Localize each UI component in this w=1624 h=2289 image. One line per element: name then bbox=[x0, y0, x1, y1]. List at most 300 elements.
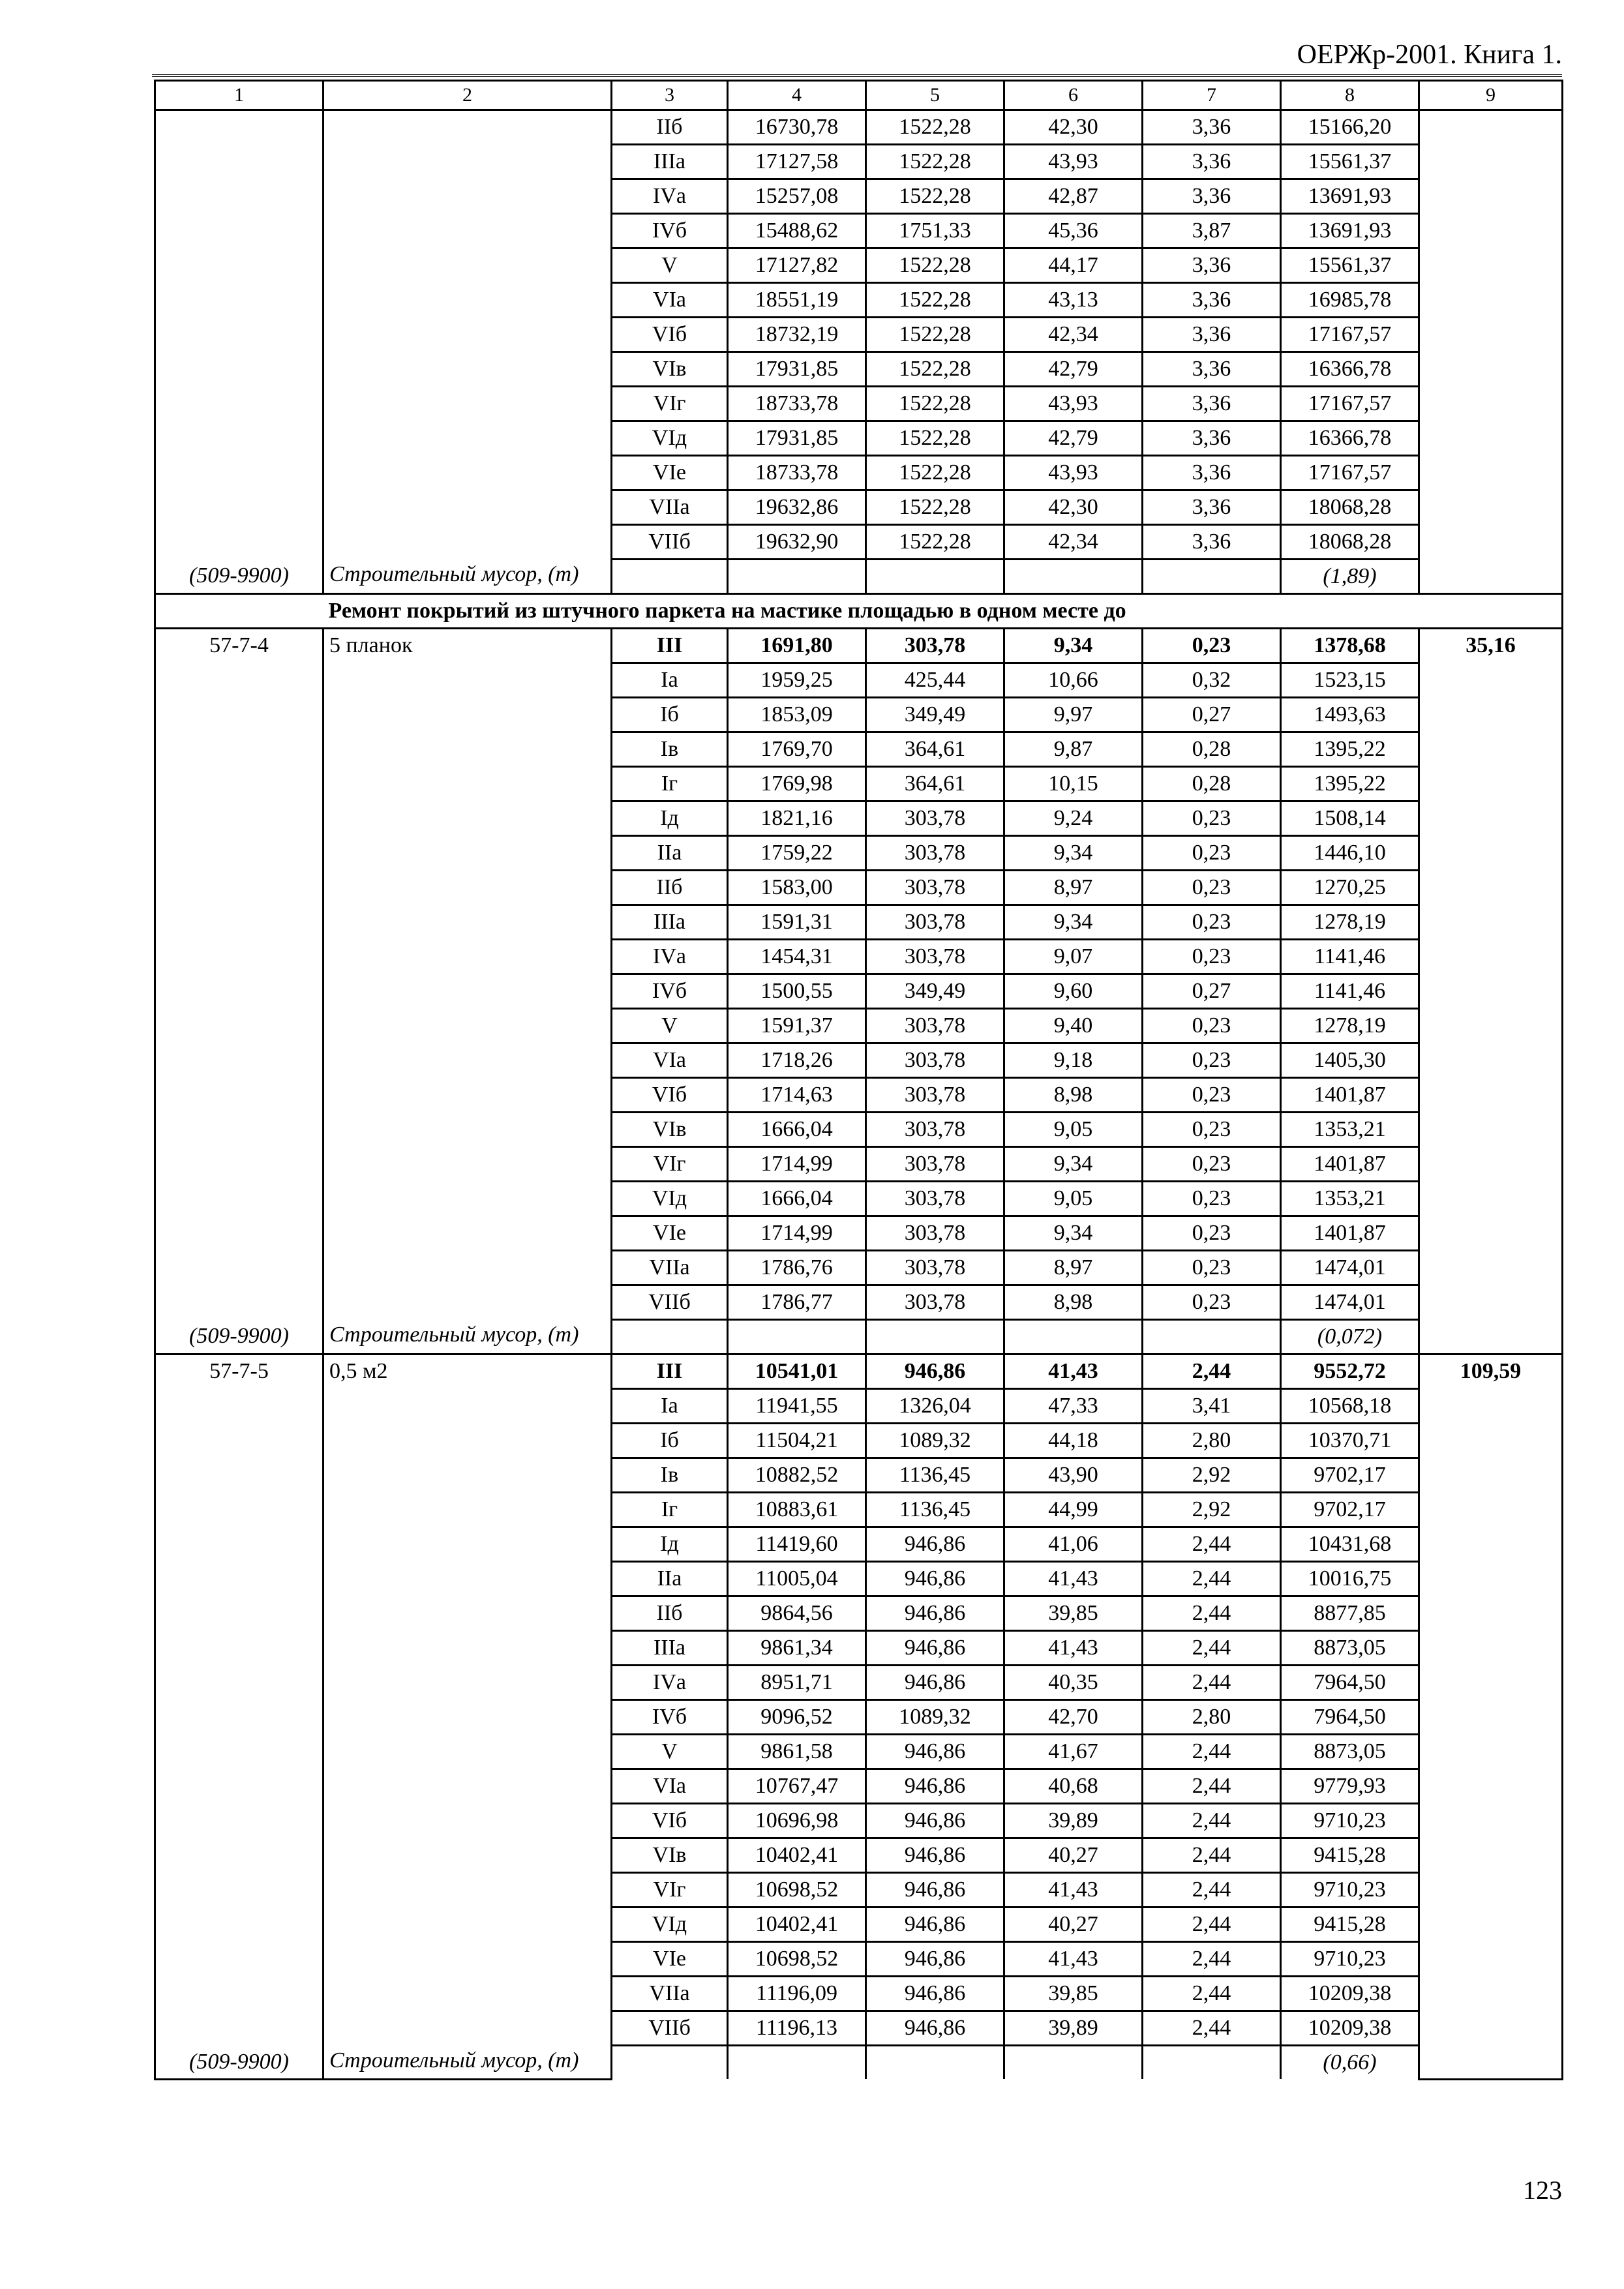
value-cell: 1959,25 bbox=[728, 663, 866, 698]
item-code-cell bbox=[155, 1182, 323, 1216]
item-name-cell bbox=[323, 905, 612, 940]
item-code-cell bbox=[155, 387, 323, 421]
value-cell: 1136,45 bbox=[866, 1493, 1004, 1527]
value-cell: 1278,19 bbox=[1281, 905, 1419, 940]
item-code-cell bbox=[155, 1251, 323, 1285]
value-cell: 3,36 bbox=[1143, 525, 1281, 560]
table-row bbox=[155, 145, 1563, 179]
table-row bbox=[155, 1527, 1563, 1562]
empty-cell bbox=[866, 1320, 1004, 1354]
table-row bbox=[155, 1804, 1563, 1838]
zone-cell: IIIа bbox=[612, 145, 728, 179]
value-cell: 39,89 bbox=[1004, 2011, 1143, 2046]
zone-cell: V bbox=[612, 1009, 728, 1043]
labor-cell bbox=[1419, 1908, 1563, 1942]
item-code-cell bbox=[155, 1631, 323, 1666]
waste-code: (509-9900) bbox=[155, 560, 323, 594]
value-cell: 1583,00 bbox=[728, 871, 866, 905]
zone-cell: III bbox=[612, 1354, 728, 1389]
item-code-cell bbox=[155, 456, 323, 490]
value-cell: 1522,28 bbox=[866, 283, 1004, 318]
value-cell: 3,36 bbox=[1143, 110, 1281, 145]
labor-cell bbox=[1419, 1666, 1563, 1700]
value-cell: 1714,99 bbox=[728, 1147, 866, 1182]
value-cell: 18068,28 bbox=[1281, 525, 1419, 560]
value-cell: 9702,17 bbox=[1281, 1458, 1419, 1493]
item-name-cell bbox=[323, 214, 612, 248]
item-code-cell bbox=[155, 110, 323, 145]
item-code-cell bbox=[155, 490, 323, 525]
value-cell: 8873,05 bbox=[1281, 1631, 1419, 1666]
labor-cell bbox=[1419, 283, 1563, 318]
item-code-cell bbox=[155, 145, 323, 179]
value-cell: 10370,71 bbox=[1281, 1424, 1419, 1458]
labor-cell bbox=[1419, 767, 1563, 801]
value-cell: 2,80 bbox=[1143, 1424, 1281, 1458]
value-cell: 1378,68 bbox=[1281, 629, 1419, 663]
zone-cell: IVб bbox=[612, 1700, 728, 1735]
labor-cell: 109,59 bbox=[1419, 1354, 1563, 1389]
value-cell: 19632,90 bbox=[728, 525, 866, 560]
value-cell: 8,98 bbox=[1004, 1285, 1143, 1320]
zone-cell: VIIа bbox=[612, 1251, 728, 1285]
value-cell: 1500,55 bbox=[728, 974, 866, 1009]
item-name-cell bbox=[323, 1873, 612, 1908]
value-cell: 10402,41 bbox=[728, 1908, 866, 1942]
value-cell: 1759,22 bbox=[728, 836, 866, 871]
value-cell: 43,13 bbox=[1004, 283, 1143, 318]
zone-cell: IIа bbox=[612, 1562, 728, 1596]
value-cell: 9,97 bbox=[1004, 698, 1143, 732]
table-row bbox=[155, 214, 1563, 248]
value-cell: 15561,37 bbox=[1281, 145, 1419, 179]
value-cell: 11504,21 bbox=[728, 1424, 866, 1458]
labor-cell bbox=[1419, 1147, 1563, 1182]
table-row bbox=[155, 871, 1563, 905]
item-name-cell bbox=[323, 248, 612, 283]
zone-cell: VIIа bbox=[612, 490, 728, 525]
zone-cell: IIа bbox=[612, 836, 728, 871]
section-title: Ремонт покрытий из штучного паркета на мастике площадью в одном месте до bbox=[323, 594, 1563, 629]
item-code-cell bbox=[155, 283, 323, 318]
value-cell: 9415,28 bbox=[1281, 1838, 1419, 1873]
table-row bbox=[155, 1043, 1563, 1078]
value-cell: 1278,19 bbox=[1281, 1009, 1419, 1043]
value-cell: 3,36 bbox=[1143, 456, 1281, 490]
value-cell: 1493,63 bbox=[1281, 698, 1419, 732]
value-cell: 303,78 bbox=[866, 1009, 1004, 1043]
value-cell: 425,44 bbox=[866, 663, 1004, 698]
value-cell: 16366,78 bbox=[1281, 421, 1419, 456]
value-cell: 9,60 bbox=[1004, 974, 1143, 1009]
labor-cell bbox=[1419, 1942, 1563, 1977]
value-cell: 2,80 bbox=[1143, 1700, 1281, 1735]
item-name-cell bbox=[323, 1251, 612, 1285]
value-cell: 303,78 bbox=[866, 905, 1004, 940]
value-cell: 946,86 bbox=[866, 1769, 1004, 1804]
waste-value: (1,89) bbox=[1281, 560, 1419, 594]
table-row bbox=[155, 1389, 1563, 1424]
item-code-cell bbox=[155, 2011, 323, 2046]
labor-cell bbox=[1419, 940, 1563, 974]
table-row bbox=[155, 421, 1563, 456]
value-cell: 1353,21 bbox=[1281, 1182, 1419, 1216]
value-cell: 0,23 bbox=[1143, 629, 1281, 663]
labor-cell bbox=[1419, 905, 1563, 940]
labor-cell bbox=[1419, 1182, 1563, 1216]
value-cell: 0,23 bbox=[1143, 1113, 1281, 1147]
value-cell: 7964,50 bbox=[1281, 1700, 1419, 1735]
column-number: 3 bbox=[612, 81, 728, 110]
item-code-cell bbox=[155, 974, 323, 1009]
item-code-cell bbox=[155, 1216, 323, 1251]
value-cell: 10016,75 bbox=[1281, 1562, 1419, 1596]
value-cell: 303,78 bbox=[866, 1078, 1004, 1113]
zone-cell: VIе bbox=[612, 1942, 728, 1977]
item-code-cell bbox=[155, 1769, 323, 1804]
table-row bbox=[155, 1182, 1563, 1216]
column-number: 5 bbox=[866, 81, 1004, 110]
value-cell: 1853,09 bbox=[728, 698, 866, 732]
item-name-cell bbox=[323, 1527, 612, 1562]
value-cell: 10568,18 bbox=[1281, 1389, 1419, 1424]
value-cell: 9,34 bbox=[1004, 1216, 1143, 1251]
zone-cell: VIIб bbox=[612, 2011, 728, 2046]
value-cell: 2,44 bbox=[1143, 1942, 1281, 1977]
item-name-cell bbox=[323, 801, 612, 836]
empty-cell bbox=[612, 560, 728, 594]
value-cell: 3,41 bbox=[1143, 1389, 1281, 1424]
value-cell: 11005,04 bbox=[728, 1562, 866, 1596]
value-cell: 42,87 bbox=[1004, 179, 1143, 214]
value-cell: 44,18 bbox=[1004, 1424, 1143, 1458]
value-cell: 1474,01 bbox=[1281, 1285, 1419, 1320]
labor-cell bbox=[1419, 1838, 1563, 1873]
item-name-cell bbox=[323, 974, 612, 1009]
value-cell: 1786,77 bbox=[728, 1285, 866, 1320]
zone-cell: Iб bbox=[612, 698, 728, 732]
item-name-cell bbox=[323, 871, 612, 905]
value-cell: 9779,93 bbox=[1281, 1769, 1419, 1804]
item-code-cell bbox=[155, 525, 323, 560]
labor-cell bbox=[1419, 801, 1563, 836]
zone-cell: Iв bbox=[612, 732, 728, 767]
value-cell: 946,86 bbox=[866, 1908, 1004, 1942]
item-code-cell bbox=[155, 698, 323, 732]
value-cell: 0,27 bbox=[1143, 698, 1281, 732]
value-cell: 8873,05 bbox=[1281, 1735, 1419, 1769]
value-cell: 2,44 bbox=[1143, 1666, 1281, 1700]
table-row bbox=[155, 1147, 1563, 1182]
zone-cell: VIа bbox=[612, 1043, 728, 1078]
value-cell: 2,92 bbox=[1143, 1493, 1281, 1527]
value-cell: 1522,28 bbox=[866, 318, 1004, 352]
zone-cell: IIIа bbox=[612, 905, 728, 940]
waste-label: Строительный мусор, (т) bbox=[323, 1320, 612, 1354]
item-name-cell bbox=[323, 1389, 612, 1424]
item-code-cell bbox=[155, 214, 323, 248]
value-cell: 303,78 bbox=[866, 1113, 1004, 1147]
column-number: 7 bbox=[1143, 81, 1281, 110]
value-cell: 1718,26 bbox=[728, 1043, 866, 1078]
item-code-cell: 57-7-4 bbox=[155, 629, 323, 663]
value-cell: 1326,04 bbox=[866, 1389, 1004, 1424]
item-name-cell bbox=[323, 1804, 612, 1838]
value-cell: 43,90 bbox=[1004, 1458, 1143, 1493]
value-cell: 9710,23 bbox=[1281, 1942, 1419, 1977]
labor-cell bbox=[1419, 698, 1563, 732]
value-cell: 1769,70 bbox=[728, 732, 866, 767]
value-cell: 40,35 bbox=[1004, 1666, 1143, 1700]
value-cell: 42,79 bbox=[1004, 421, 1143, 456]
item-name-cell bbox=[323, 1493, 612, 1527]
table-row bbox=[155, 318, 1563, 352]
value-cell: 1508,14 bbox=[1281, 801, 1419, 836]
item-name-cell bbox=[323, 421, 612, 456]
table-row bbox=[155, 698, 1563, 732]
labor-cell bbox=[1419, 2011, 1563, 2046]
zone-cell: Iа bbox=[612, 663, 728, 698]
item-code-cell bbox=[155, 801, 323, 836]
item-code-cell bbox=[155, 1043, 323, 1078]
zone-cell: III bbox=[612, 629, 728, 663]
value-cell: 1401,87 bbox=[1281, 1216, 1419, 1251]
value-cell: 1395,22 bbox=[1281, 767, 1419, 801]
value-cell: 1714,99 bbox=[728, 1216, 866, 1251]
waste-value: (0,66) bbox=[1281, 2046, 1419, 2080]
value-cell: 1522,28 bbox=[866, 490, 1004, 525]
value-cell: 17167,57 bbox=[1281, 387, 1419, 421]
table-row bbox=[155, 905, 1563, 940]
item-code-cell bbox=[155, 1977, 323, 2011]
item-name-cell bbox=[323, 663, 612, 698]
value-cell: 39,89 bbox=[1004, 1804, 1143, 1838]
zone-cell: IIб bbox=[612, 110, 728, 145]
value-cell: 2,44 bbox=[1143, 1838, 1281, 1873]
value-cell: 10698,52 bbox=[728, 1942, 866, 1977]
table-row bbox=[155, 974, 1563, 1009]
item-code-cell bbox=[155, 1113, 323, 1147]
value-cell: 0,23 bbox=[1143, 1078, 1281, 1113]
value-cell: 40,68 bbox=[1004, 1769, 1143, 1804]
value-cell: 1089,32 bbox=[866, 1424, 1004, 1458]
labor-cell bbox=[1419, 145, 1563, 179]
item-name-cell bbox=[323, 1147, 612, 1182]
value-cell: 42,70 bbox=[1004, 1700, 1143, 1735]
value-cell: 0,23 bbox=[1143, 1285, 1281, 1320]
labor-cell bbox=[1419, 1078, 1563, 1113]
item-code-cell bbox=[155, 1735, 323, 1769]
value-cell: 1666,04 bbox=[728, 1113, 866, 1147]
value-cell: 2,92 bbox=[1143, 1458, 1281, 1493]
empty-cell bbox=[612, 1320, 728, 1354]
value-cell: 9,34 bbox=[1004, 629, 1143, 663]
empty-cell bbox=[728, 560, 866, 594]
value-cell: 9,40 bbox=[1004, 1009, 1143, 1043]
value-cell: 303,78 bbox=[866, 1216, 1004, 1251]
value-cell: 2,44 bbox=[1143, 1977, 1281, 2011]
value-cell: 1821,16 bbox=[728, 801, 866, 836]
zone-cell: VIг bbox=[612, 1147, 728, 1182]
value-cell: 0,23 bbox=[1143, 1216, 1281, 1251]
table-row bbox=[155, 1562, 1563, 1596]
item-name-cell bbox=[323, 525, 612, 560]
value-cell: 15561,37 bbox=[1281, 248, 1419, 283]
column-number: 2 bbox=[323, 81, 612, 110]
value-cell: 303,78 bbox=[866, 871, 1004, 905]
zone-cell: VIг bbox=[612, 387, 728, 421]
value-cell: 9861,58 bbox=[728, 1735, 866, 1769]
labor-cell bbox=[1419, 1527, 1563, 1562]
item-code-cell bbox=[155, 1804, 323, 1838]
value-cell: 1395,22 bbox=[1281, 732, 1419, 767]
item-code-cell bbox=[155, 1285, 323, 1320]
zone-cell: IIб bbox=[612, 871, 728, 905]
value-cell: 1141,46 bbox=[1281, 940, 1419, 974]
value-cell: 1591,31 bbox=[728, 905, 866, 940]
value-cell: 9552,72 bbox=[1281, 1354, 1419, 1389]
value-cell: 1353,21 bbox=[1281, 1113, 1419, 1147]
table-row bbox=[155, 1216, 1563, 1251]
table-row bbox=[155, 1873, 1563, 1908]
labor-cell bbox=[1419, 1631, 1563, 1666]
value-cell: 946,86 bbox=[866, 1735, 1004, 1769]
value-cell: 9,87 bbox=[1004, 732, 1143, 767]
value-cell: 3,36 bbox=[1143, 248, 1281, 283]
item-name-cell bbox=[323, 179, 612, 214]
value-cell: 2,44 bbox=[1143, 2011, 1281, 2046]
value-cell: 946,86 bbox=[866, 1666, 1004, 1700]
item-name-cell bbox=[323, 1009, 612, 1043]
value-cell: 17931,85 bbox=[728, 352, 866, 387]
header-rule bbox=[152, 74, 1562, 79]
table-row bbox=[155, 1251, 1563, 1285]
value-cell: 303,78 bbox=[866, 629, 1004, 663]
item-name-cell bbox=[323, 732, 612, 767]
table-row bbox=[155, 1700, 1563, 1735]
labor-cell bbox=[1419, 1735, 1563, 1769]
labor-cell bbox=[1419, 1873, 1563, 1908]
waste-row bbox=[155, 1320, 1563, 1354]
value-cell: 11196,13 bbox=[728, 2011, 866, 2046]
item-name-cell bbox=[323, 1631, 612, 1666]
value-cell: 1522,28 bbox=[866, 387, 1004, 421]
item-name-cell bbox=[323, 1424, 612, 1458]
value-cell: 17167,57 bbox=[1281, 456, 1419, 490]
labor-cell bbox=[1419, 974, 1563, 1009]
item-code-cell bbox=[155, 1596, 323, 1631]
value-cell: 9,34 bbox=[1004, 1147, 1143, 1182]
labor-cell bbox=[1419, 1493, 1563, 1527]
value-cell: 0,23 bbox=[1143, 1182, 1281, 1216]
item-name-cell bbox=[323, 1735, 612, 1769]
value-cell: 15166,20 bbox=[1281, 110, 1419, 145]
value-cell: 1666,04 bbox=[728, 1182, 866, 1216]
value-cell: 10209,38 bbox=[1281, 2011, 1419, 2046]
item-name-cell: 5 планок bbox=[323, 629, 612, 663]
value-cell: 15257,08 bbox=[728, 179, 866, 214]
item-code-cell bbox=[155, 1078, 323, 1113]
table-row bbox=[155, 1424, 1563, 1458]
value-cell: 1522,28 bbox=[866, 145, 1004, 179]
labor-cell bbox=[1419, 387, 1563, 421]
table-row bbox=[155, 490, 1563, 525]
empty-cell bbox=[612, 2046, 728, 2080]
table-row bbox=[155, 836, 1563, 871]
value-cell: 1454,31 bbox=[728, 940, 866, 974]
value-cell: 946,86 bbox=[866, 1873, 1004, 1908]
zone-cell: VIб bbox=[612, 318, 728, 352]
empty-cell bbox=[728, 2046, 866, 2080]
value-cell: 8,97 bbox=[1004, 871, 1143, 905]
value-cell: 9415,28 bbox=[1281, 1908, 1419, 1942]
value-cell: 17127,58 bbox=[728, 145, 866, 179]
zone-cell: VIв bbox=[612, 1838, 728, 1873]
labor-cell bbox=[1419, 1700, 1563, 1735]
value-cell: 8877,85 bbox=[1281, 1596, 1419, 1631]
item-name-cell bbox=[323, 283, 612, 318]
value-cell: 1401,87 bbox=[1281, 1078, 1419, 1113]
table-row bbox=[155, 1908, 1563, 1942]
zone-cell: IVа bbox=[612, 1666, 728, 1700]
item-name-cell bbox=[323, 318, 612, 352]
value-cell: 8951,71 bbox=[728, 1666, 866, 1700]
item-name-cell bbox=[323, 836, 612, 871]
value-cell: 364,61 bbox=[866, 767, 1004, 801]
item-code-cell bbox=[155, 1527, 323, 1562]
waste-code: (509-9900) bbox=[155, 1320, 323, 1354]
value-cell: 1522,28 bbox=[866, 179, 1004, 214]
labor-cell bbox=[1419, 1458, 1563, 1493]
value-cell: 42,79 bbox=[1004, 352, 1143, 387]
item-name-cell bbox=[323, 1182, 612, 1216]
value-cell: 47,33 bbox=[1004, 1389, 1143, 1424]
value-cell: 10882,52 bbox=[728, 1458, 866, 1493]
zone-cell: VIв bbox=[612, 1113, 728, 1147]
table-row bbox=[155, 801, 1563, 836]
item-code-cell bbox=[155, 871, 323, 905]
value-cell: 40,27 bbox=[1004, 1908, 1143, 1942]
value-cell: 1401,87 bbox=[1281, 1147, 1419, 1182]
value-cell: 41,43 bbox=[1004, 1942, 1143, 1977]
item-code-cell bbox=[155, 1873, 323, 1908]
value-cell: 42,30 bbox=[1004, 110, 1143, 145]
item-name-cell bbox=[323, 698, 612, 732]
table-row bbox=[155, 940, 1563, 974]
table-row bbox=[155, 2011, 1563, 2046]
labor-cell bbox=[1419, 1562, 1563, 1596]
item-name-cell bbox=[323, 1666, 612, 1700]
table-row bbox=[155, 767, 1563, 801]
column-number: 4 bbox=[728, 81, 866, 110]
item-name-cell bbox=[323, 352, 612, 387]
zone-cell: Iа bbox=[612, 1389, 728, 1424]
value-cell: 9702,17 bbox=[1281, 1493, 1419, 1527]
value-cell: 0,23 bbox=[1143, 871, 1281, 905]
item-name-cell bbox=[323, 387, 612, 421]
value-cell: 9,34 bbox=[1004, 836, 1143, 871]
value-cell: 2,44 bbox=[1143, 1527, 1281, 1562]
empty-cell bbox=[1004, 2046, 1143, 2080]
table-row bbox=[155, 1113, 1563, 1147]
labor-cell bbox=[1419, 456, 1563, 490]
value-cell: 1769,98 bbox=[728, 767, 866, 801]
zone-cell: VIа bbox=[612, 283, 728, 318]
value-cell: 9864,56 bbox=[728, 1596, 866, 1631]
value-cell: 1270,25 bbox=[1281, 871, 1419, 905]
empty-cell bbox=[728, 1320, 866, 1354]
value-cell: 9710,23 bbox=[1281, 1804, 1419, 1838]
